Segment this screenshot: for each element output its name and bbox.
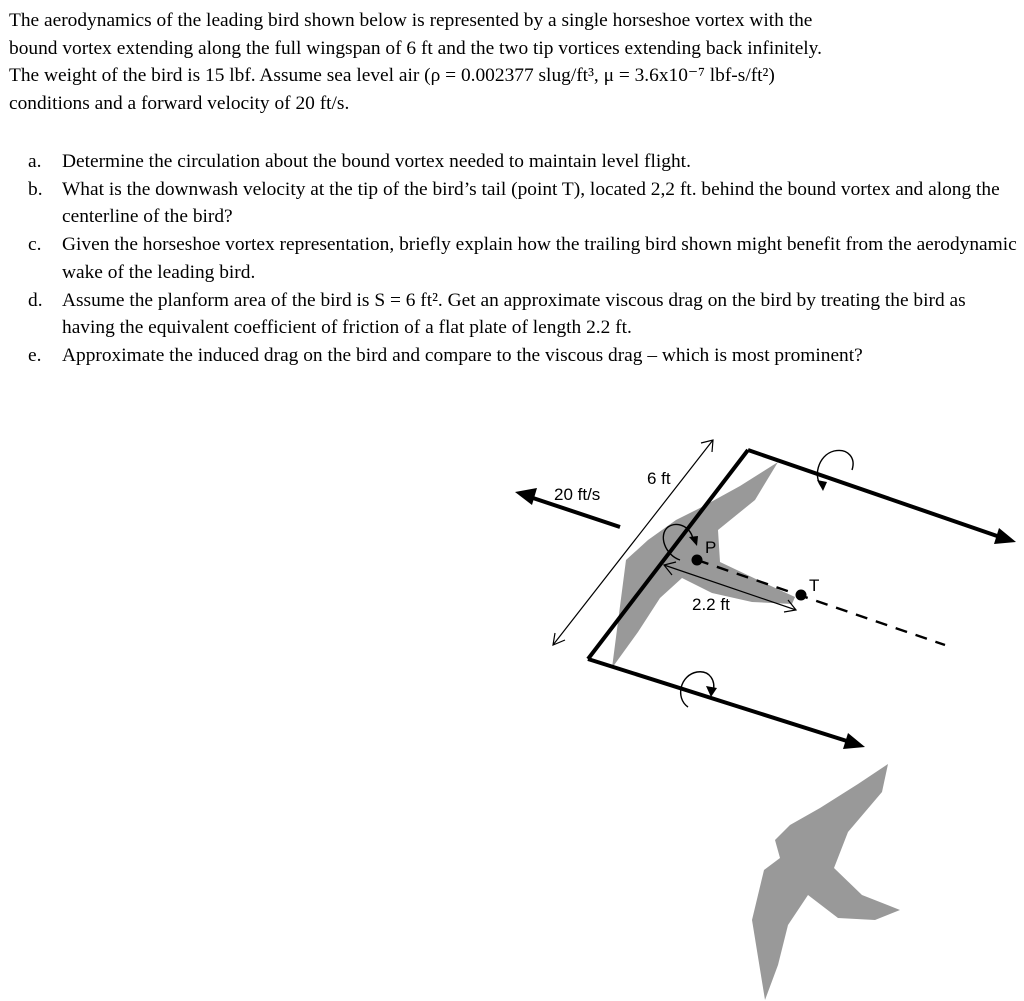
point-p-label: P xyxy=(705,538,717,557)
point-p-marker xyxy=(692,555,703,566)
question-text: Given the horseshoe vortex representation, briefly explain how the trailing bird shown might benefit from the aerodynamic wake of the leading bird. xyxy=(62,234,1017,283)
question-text: What is the downwash velocity at the tip of the bird’s tail (point T), located 2,2 ft. behind the bound vortex and along the centerline of the bird? xyxy=(62,178,1000,228)
tip-vortex-line-left xyxy=(588,659,850,742)
circulation-arrowhead xyxy=(817,480,827,491)
problem-line: conditions and a forward velocity of 20 ft/s. xyxy=(9,92,350,114)
question-text: Approximate the induced drag on the bird and compare to the viscous drag – which is most prominent? xyxy=(62,344,863,366)
tip-vortex-arrowhead xyxy=(843,733,865,749)
leading-bird-silhouette xyxy=(612,462,795,668)
question-letter: b. xyxy=(28,178,43,200)
problem-line: The aerodynamics of the leading bird shown below is represented by a single horseshoe vortex with the xyxy=(9,10,813,31)
span-label: 6 ft xyxy=(647,469,671,488)
question-letter: c. xyxy=(28,234,42,256)
question-letter: a. xyxy=(28,151,42,172)
distance-label: 2.2 ft xyxy=(692,595,730,614)
point-t-marker xyxy=(796,590,807,601)
problem-line: bound vortex extending along the full wingspan of 6 ft and the two tip vortices extending back infinitely. xyxy=(9,37,822,59)
tip-vortex-arrowhead xyxy=(994,528,1016,544)
velocity-arrowhead xyxy=(515,488,537,505)
velocity-label: 20 ft/s xyxy=(554,485,601,504)
question-text: Determine the circulation about the bound vortex needed to maintain level flight. xyxy=(62,151,691,172)
question-text: Assume the planform area of the bird is S = 6 ft². Get an approximate viscous drag on the bird by treating the bird as having the equivalent coefficient of friction of a flat plate of length 2.2 ft. xyxy=(62,289,966,339)
problem-line: The weight of the bird is 15 lbf. Assume sea level air (ρ = 0.002377 slug/ft³, μ = 3.6x10⁻⁷ lbf-s/ft²) xyxy=(9,65,775,86)
point-t-label: T xyxy=(809,576,820,595)
question-letter: d. xyxy=(28,289,43,311)
trailing-bird-silhouette xyxy=(752,764,900,1000)
tip-vortex-line-right xyxy=(748,450,1000,537)
question-letter: e. xyxy=(28,344,42,366)
